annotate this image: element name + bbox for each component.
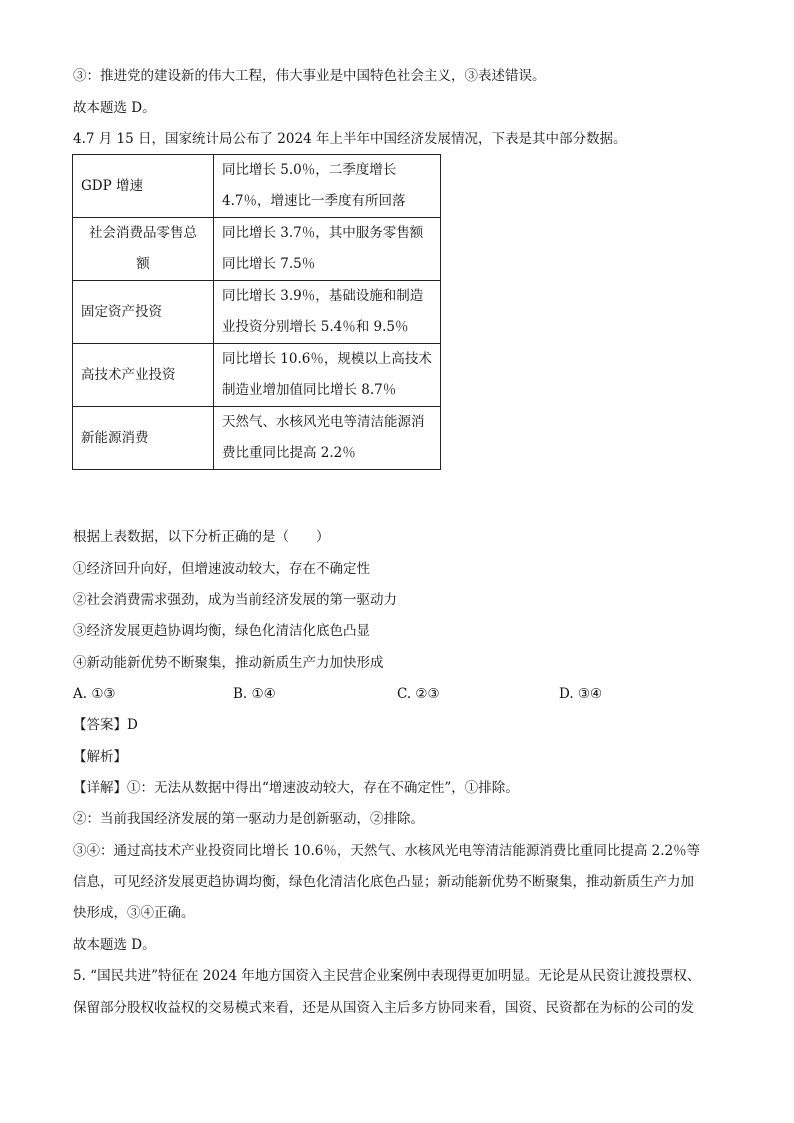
option-a: A. ①③ xyxy=(73,686,116,702)
table-cell-key: 高技术产业投资 xyxy=(73,344,214,407)
detail-line: ③④：通过高技术产业投资同比增长 10.6％，天然气、水核风光电等清洁能源消费比重同比提高 2.2％等 xyxy=(73,843,701,859)
table-row xyxy=(73,407,441,470)
table-cell-key: 固定资产投资 xyxy=(73,281,214,344)
table-row xyxy=(73,281,441,344)
cell-line: 社会消费品零售总 xyxy=(89,225,197,241)
cell-line: 4.7％，增速比一季度有所回落 xyxy=(222,193,406,209)
cell-line: 同比增长 5.0％，二季度增长 xyxy=(222,162,397,178)
cell-line: 费比重同比提高 2.2％ xyxy=(222,445,356,461)
table-cell-value xyxy=(214,344,441,407)
table-cell-key: GDP 增速 xyxy=(73,155,214,218)
question-5-line: 5. “国民共进”特征在 2024 年地方国资入主民营企业案例中表现得更加明显。无论是从民资让渡投票权、 xyxy=(73,968,701,984)
option-d: D. ③④ xyxy=(559,686,603,702)
cell-line: 天然气、水核风光电等清洁能源消 xyxy=(222,414,425,430)
question-5-line: 保留部分股权收益权的交易模式来看，还是从国资入主后多方协同来看，国资、民资都在为标的公司的发 xyxy=(73,1000,694,1016)
economic-data-table xyxy=(72,154,441,470)
table-cell-value xyxy=(214,155,441,218)
statement-1: ①经济回升向好，但增速波动较大，存在不确定性 xyxy=(73,561,370,577)
option-c: C. ②③ xyxy=(397,686,440,702)
table-row xyxy=(73,218,441,281)
table-cell-key xyxy=(73,218,214,281)
cell-line: 制造业增加值同比增长 8.7％ xyxy=(222,382,397,398)
question-4-stem: 4.7 月 15 日，国家统计局公布了 2024 年上半年中国经济发展情况，下表是其中部分数据。 xyxy=(73,131,627,147)
cell-line: 同比增长 7.5％ xyxy=(222,256,316,272)
table-cell-value xyxy=(214,407,441,470)
option-b: B. ①④ xyxy=(233,686,276,702)
detail-line: ②：当前我国经济发展的第一驱动力是创新驱动，②排除。 xyxy=(73,811,424,827)
statement-4: ④新动能新优势不断聚集，推动新质生产力加快形成 xyxy=(73,655,384,671)
table-cell-key: 新能源消费 xyxy=(73,407,214,470)
text-line: ③：推进党的建设新的伟大工程，伟大事业是中国特色社会主义，③表述错误。 xyxy=(73,68,546,84)
cell-line: 额 xyxy=(136,256,150,272)
table-row xyxy=(73,344,441,407)
answer-label: 【答案】D xyxy=(73,717,138,733)
detail-line: 快形成，③④正确。 xyxy=(73,905,195,921)
statement-2: ②社会消费需求强劲，成为当前经济发展的第一驱动力 xyxy=(73,592,397,608)
detail-line: 故本题选 D。 xyxy=(73,937,156,953)
table-row xyxy=(73,155,441,218)
table-cell-value xyxy=(214,281,441,344)
analysis-label: 【解析】 xyxy=(73,749,127,765)
cell-line: 同比增长 10.6％，规模以上高技术 xyxy=(222,351,432,367)
statement-3: ③经济发展更趋协调均衡，绿色化清洁化底色凸显 xyxy=(73,623,370,639)
detail-line: 信息，可见经济发展更趋协调均衡，绿色化清洁化底色凸显；新动能新优势不断聚集，推动新质生产力加 xyxy=(73,874,694,890)
answer-options xyxy=(73,684,713,704)
cell-line: 同比增长 3.9％，基础设施和制造 xyxy=(222,288,424,304)
cell-line: 业投资分别增长 5.4％和 9.5％ xyxy=(222,319,409,335)
question-prompt: 根据上表数据，以下分析正确的是（ ） xyxy=(73,529,330,545)
text-line: 故本题选 D。 xyxy=(73,100,156,116)
table-cell-value xyxy=(214,218,441,281)
cell-line: 同比增长 3.7％，其中服务零售额 xyxy=(222,225,424,241)
detail-line: 【详解】①：无法从数据中得出“增速波动较大，存在不确定性”，①排除。 xyxy=(73,780,519,796)
